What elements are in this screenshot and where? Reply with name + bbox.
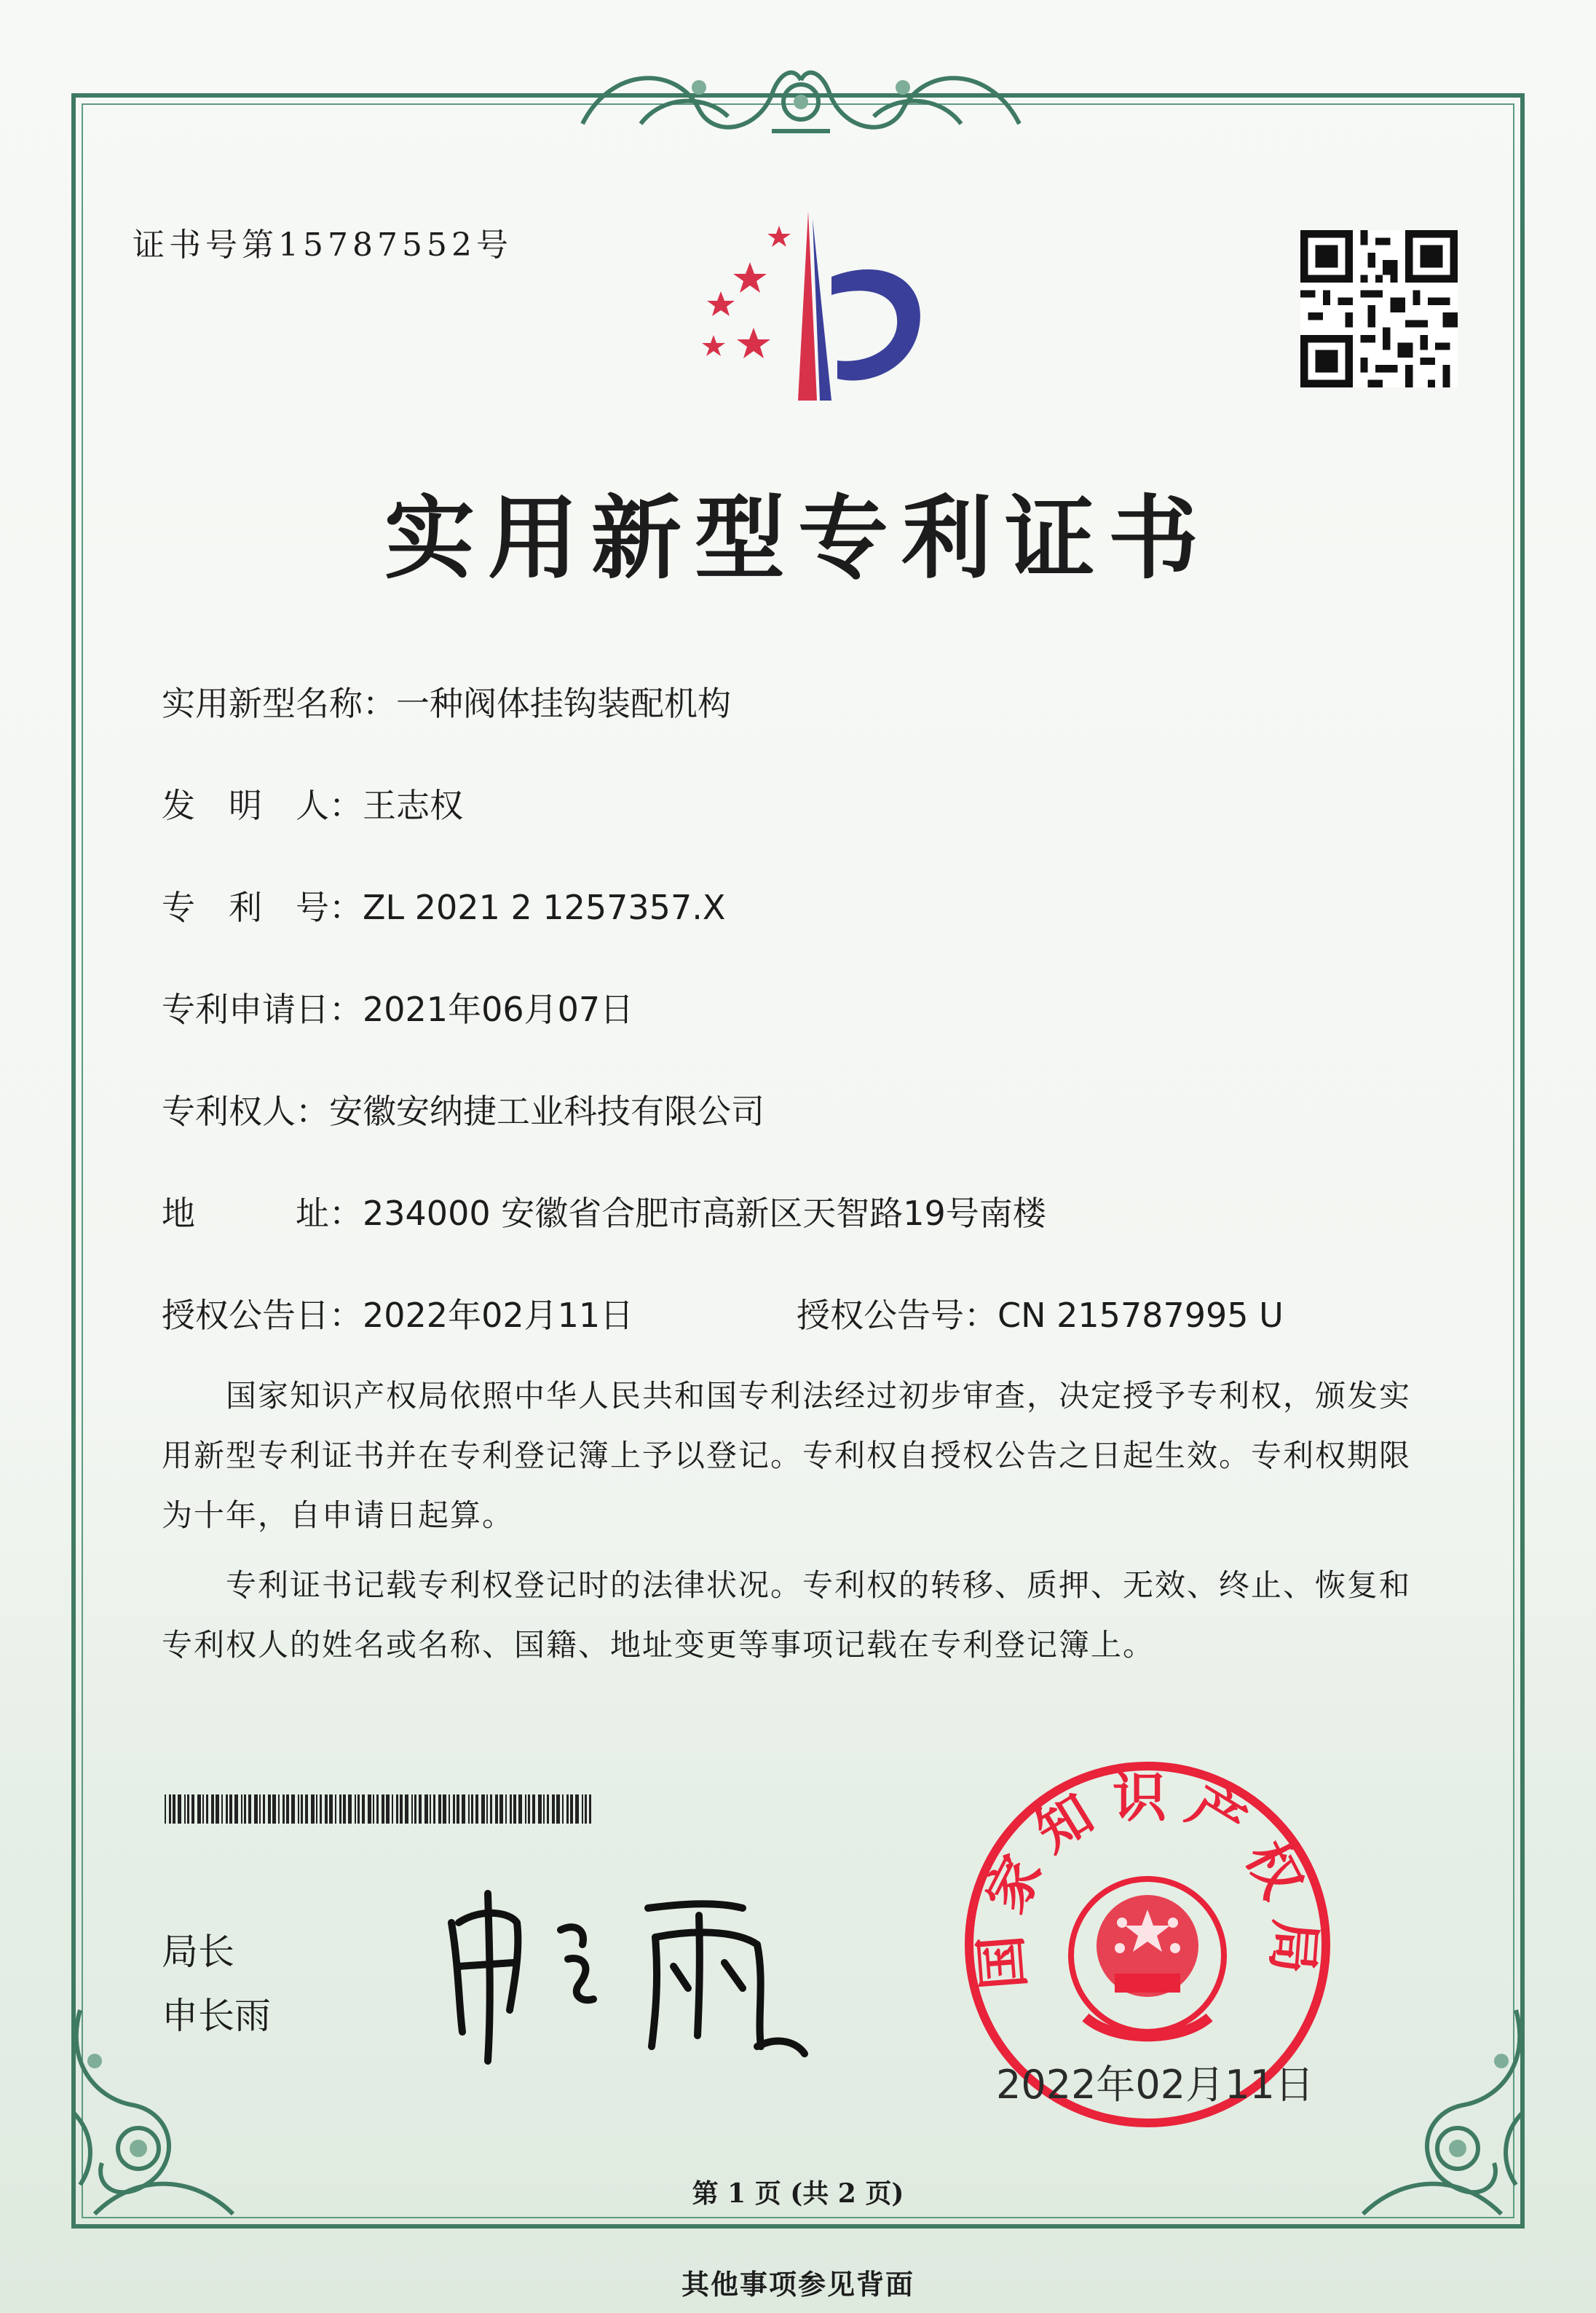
barcode-bar xyxy=(229,1794,232,1824)
barcode-bar xyxy=(392,1794,393,1824)
barcode-bar xyxy=(396,1794,398,1824)
barcode-bar xyxy=(355,1794,356,1824)
barcode-bar xyxy=(348,1794,352,1824)
patentee-value: 安徽安纳捷工业科技有限公司 xyxy=(329,1092,765,1131)
barcode-bar xyxy=(254,1794,258,1824)
barcode-bar xyxy=(169,1794,171,1824)
utility-model-name-row xyxy=(162,677,731,725)
barcode-bar xyxy=(405,1794,408,1824)
body-paragraph-2: 专利证书记载专利权登记时的法律状况。专利权的转移、质押、无效、终止、恢复和专利权人的姓名或名称、国籍、地址变更等事项记载在专利登记簿上。 xyxy=(162,1567,1412,1663)
inventor-value: 王志权 xyxy=(363,786,463,825)
grant-date-row xyxy=(162,1289,633,1337)
barcode-bar xyxy=(562,1794,564,1824)
barcode-bar xyxy=(589,1794,591,1824)
qr-code-icon xyxy=(1300,230,1458,387)
barcode-bar xyxy=(259,1794,261,1824)
barcode-bar xyxy=(263,1794,265,1824)
barcode-bar xyxy=(184,1794,186,1824)
barcode-bar xyxy=(272,1794,276,1824)
barcode-bar xyxy=(486,1794,488,1824)
certificate-body xyxy=(162,1366,1429,1675)
director-title: 局长 xyxy=(162,1931,234,1973)
barcode-bar xyxy=(311,1794,315,1824)
utility-model-name-label: 实用新型名称： xyxy=(162,684,396,723)
filing-date-row xyxy=(162,983,633,1031)
patent-number-label: 专 利 号： xyxy=(162,888,363,927)
barcode-bar xyxy=(556,1794,560,1824)
barcode-bar xyxy=(532,1794,535,1824)
barcode-bar xyxy=(430,1794,431,1824)
top-ornament-icon xyxy=(553,44,1048,146)
barcode-bar xyxy=(457,1794,459,1824)
barcode-bar xyxy=(414,1794,416,1824)
seal-date: 2022年02月11日 xyxy=(996,2062,1314,2108)
grant-number-value: CN 215787995 U xyxy=(998,1296,1284,1335)
barcode-bar xyxy=(462,1794,465,1824)
barcode-bar xyxy=(585,1794,587,1824)
barcode-bar xyxy=(510,1794,512,1824)
barcode-bar xyxy=(433,1794,435,1824)
barcode-bar xyxy=(248,1794,251,1824)
barcode-bar xyxy=(528,1794,530,1824)
cnipa-logo-icon xyxy=(670,204,932,415)
certificate-number: 证书号第15787552号 xyxy=(133,226,513,264)
address-value: 234000 安徽省合肥市高新区天智路19号南楼 xyxy=(363,1194,1046,1233)
barcode-bar xyxy=(481,1794,485,1824)
barcode-bar xyxy=(178,1794,181,1824)
barcode-bar xyxy=(543,1794,545,1824)
barcode-bar xyxy=(343,1794,346,1824)
barcode-bar xyxy=(566,1794,569,1824)
barcode-bar xyxy=(206,1794,208,1824)
barcode-bar xyxy=(244,1794,246,1824)
barcode-bar xyxy=(575,1794,579,1824)
barcode-bar xyxy=(449,1794,450,1824)
barcode-bar xyxy=(424,1794,428,1824)
barcode-bar xyxy=(320,1794,322,1824)
body-paragraph-1: 国家知识产权局依照中华人民共和国专利法经过初步审查，决定授予专利权，颁发实用新型专利证书并在专利登记簿上予以登记。专利权自授权公告之日起生效。专利权期限为十年，自申请日起算。 xyxy=(162,1378,1412,1533)
footer-note: 其他事项参见背面 xyxy=(681,2268,914,2301)
svg-text:国家知识产权局: 国家知识产权局 xyxy=(968,1766,1327,1992)
barcode-bar xyxy=(552,1794,555,1824)
barcode-bar xyxy=(386,1794,390,1824)
barcode-bar xyxy=(234,1794,238,1824)
barcode-bar xyxy=(286,1794,289,1824)
barcode-bar xyxy=(538,1794,542,1824)
barcode-bar xyxy=(325,1794,328,1824)
barcode-bar xyxy=(268,1794,271,1824)
barcode-bar xyxy=(518,1794,522,1824)
director-signature-icon xyxy=(437,1879,815,2068)
barcode-bar xyxy=(301,1794,303,1824)
grant-number-row xyxy=(797,1289,1284,1337)
barcode-bar xyxy=(226,1794,228,1824)
inventor-label: 发 明 人： xyxy=(162,786,363,825)
barcode-bar xyxy=(221,1794,223,1824)
barcode-bar xyxy=(191,1794,194,1824)
barcode-bar xyxy=(525,1794,526,1824)
director-name: 申长雨 xyxy=(162,1995,271,2037)
barcode-bar xyxy=(513,1794,516,1824)
barcode-bar xyxy=(197,1794,201,1824)
barcode-bar xyxy=(582,1794,583,1824)
barcode-bar xyxy=(471,1794,473,1824)
barcode-bar xyxy=(400,1794,403,1824)
barcode-bar xyxy=(173,1794,175,1824)
certificate-title: 实用新型专利证书 xyxy=(384,486,1212,591)
utility-model-name-value: 一种阀体挂钩装配机构 xyxy=(396,684,731,723)
barcode-bar xyxy=(339,1794,341,1824)
barcode-bar xyxy=(382,1794,384,1824)
barcode-bar xyxy=(211,1794,214,1824)
barcode-bar xyxy=(335,1794,336,1824)
barcode-bar xyxy=(362,1794,365,1824)
barcode-bar xyxy=(368,1794,371,1824)
barcode-bar xyxy=(438,1794,441,1824)
barcode-bar xyxy=(505,1794,507,1824)
barcode-bar xyxy=(468,1794,470,1824)
patent-number-value: ZL 2021 2 1257357.X xyxy=(363,888,726,927)
barcode-bar xyxy=(316,1794,317,1824)
grant-number-label: 授权公告号： xyxy=(797,1296,998,1335)
patentee-row xyxy=(162,1085,765,1133)
address-row xyxy=(162,1187,1046,1235)
barcode-bar xyxy=(305,1794,308,1824)
patentee-label: 专利权人： xyxy=(162,1092,329,1131)
barcode-bar xyxy=(547,1794,549,1824)
barcode-bar xyxy=(165,1794,166,1824)
barcode-bar xyxy=(495,1794,498,1824)
barcode-bar xyxy=(329,1794,333,1824)
patent-number-row xyxy=(162,881,725,929)
grant-date-value: 2022年02月11日 xyxy=(363,1296,634,1335)
barcode-bar xyxy=(278,1794,280,1824)
barcode-bar xyxy=(357,1794,360,1824)
barcode-bar xyxy=(475,1794,478,1824)
barcode-bar xyxy=(453,1794,455,1824)
inventor-row xyxy=(162,779,463,827)
barcode-icon xyxy=(165,1794,591,1824)
page-indicator: 第 1 页 (共 2 页) xyxy=(692,2178,904,2209)
barcode-bar xyxy=(241,1794,242,1824)
barcode-bar xyxy=(411,1794,413,1824)
barcode-bar xyxy=(376,1794,379,1824)
barcode-bar xyxy=(570,1794,573,1824)
barcode-bar xyxy=(216,1794,219,1824)
filing-date-label: 专利申请日： xyxy=(162,990,363,1029)
barcode-bar xyxy=(187,1794,189,1824)
barcode-bar xyxy=(202,1794,204,1824)
barcode-bar xyxy=(283,1794,285,1824)
barcode-bar xyxy=(373,1794,374,1824)
barcode-bar xyxy=(298,1794,299,1824)
barcode-bar xyxy=(490,1794,492,1824)
barcode-bar xyxy=(499,1794,503,1824)
filing-date-value: 2021年06月07日 xyxy=(363,990,634,1029)
barcode-bar xyxy=(443,1794,446,1824)
barcode-bar xyxy=(419,1794,422,1824)
grant-date-label: 授权公告日： xyxy=(162,1296,363,1335)
barcode-bar xyxy=(291,1794,295,1824)
address-label: 地 址： xyxy=(162,1194,363,1233)
